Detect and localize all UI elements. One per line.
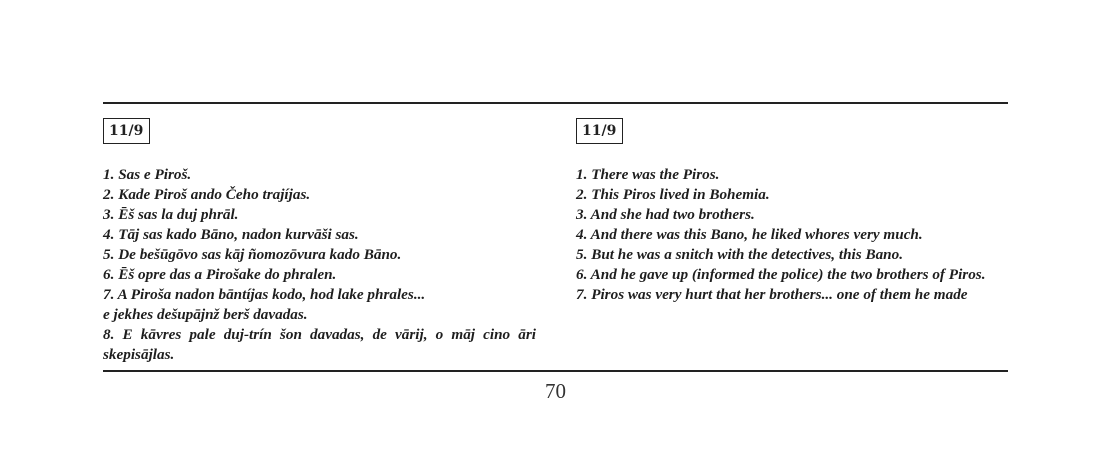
text-line: 3. And she had two brothers. — [576, 206, 755, 223]
bottom-rule — [103, 370, 1008, 372]
text-line: 7. Piros was very hurt that her brothers... one of them he made — [576, 286, 968, 303]
text-line: 4. And there was this Bano, he liked whores very much. — [576, 226, 923, 243]
romani-column — [103, 118, 536, 365]
text-line: 7. A Piroša nadon bāntíjas kodo, hod lake phrales... — [103, 286, 426, 303]
page-number: 70 — [545, 379, 566, 403]
text-line: e jekhes dešupājnž berš davadas. — [103, 306, 308, 323]
text-line: 1. There was the Piros. — [576, 166, 720, 183]
section-label-box: 11/9 — [576, 118, 623, 144]
section-label-box: 11/9 — [103, 118, 150, 144]
text-line: 3. Ēš sas la duj phrāl. — [103, 206, 239, 223]
text-line: 4. Tāj sas kado Bāno, nadon kurvāši sas. — [103, 226, 359, 243]
romani-text — [103, 165, 536, 365]
top-rule — [103, 102, 1008, 104]
text-line: 8. E kāvres pale duj-trín šon davadas, de vārij, o māj cino āri skepisājlas. — [103, 326, 536, 363]
english-text — [576, 165, 1009, 305]
text-line: 2. This Piros lived in Bohemia. — [576, 186, 770, 203]
text-line: 1. Sas e Piroš. — [103, 166, 192, 183]
text-line: 2. Kade Piroš ando Čeho trajíjas. — [103, 186, 311, 203]
text-line: 5. But he was a snitch with the detectives, this Bano. — [576, 246, 903, 263]
english-column — [576, 118, 1009, 305]
text-line: 5. De bešūgōvo sas kāj ñomozōvura kado Bāno. — [103, 246, 402, 263]
text-line: 6. And he gave up (informed the police) the two brothers of Piros. — [576, 266, 986, 283]
text-line: 6. Ēš opre das a Pirošake do phralen. — [103, 266, 337, 283]
